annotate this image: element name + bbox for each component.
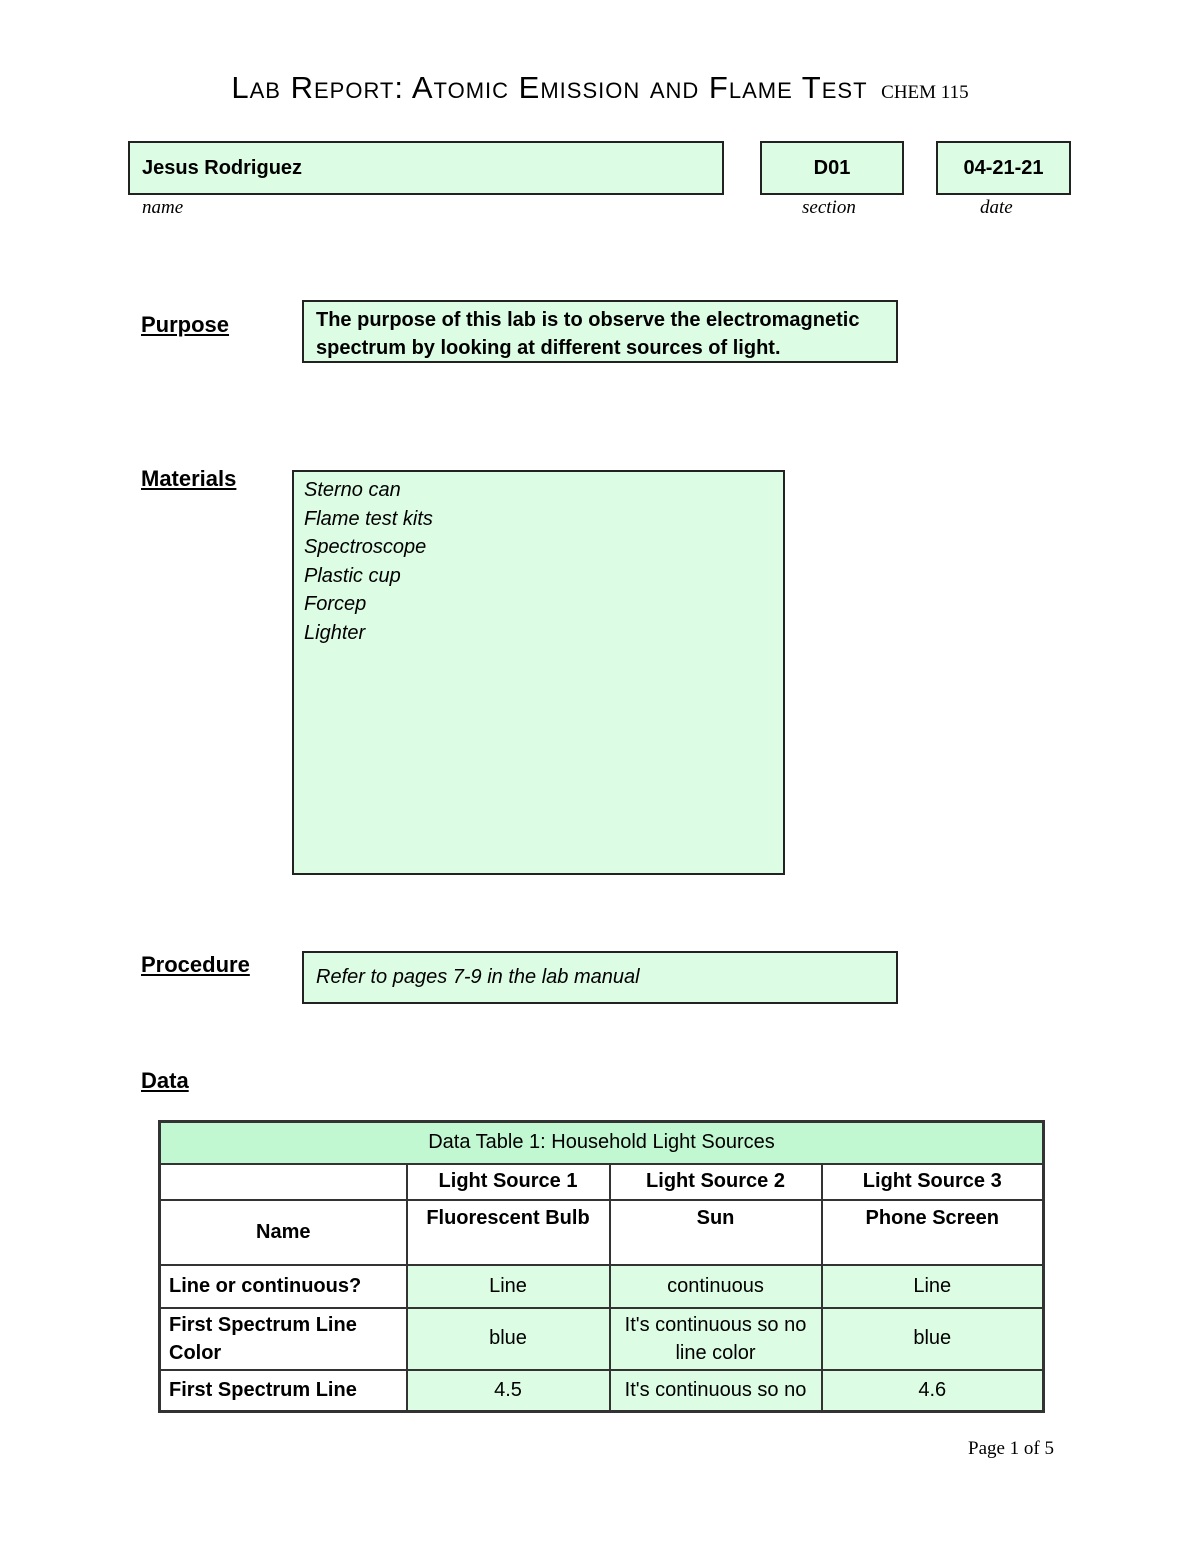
materials-heading: Materials [141, 466, 237, 491]
list-item: Plastic cup [304, 564, 401, 587]
purpose-box[interactable]: The purpose of this lab is to observe the electromagnetic spectrum by looking at different sources of light. [302, 300, 898, 363]
table-cell[interactable]: Line [407, 1265, 610, 1308]
page-title [0, 70, 1200, 106]
date-caption: date [980, 197, 1013, 218]
table-cell[interactable]: Sun [610, 1200, 822, 1265]
table-header-empty [160, 1164, 407, 1200]
table-cell[interactable]: Fluorescent Bulb [407, 1200, 610, 1265]
table-row [160, 1308, 1044, 1370]
row-label: First Spectrum Line [160, 1370, 407, 1412]
list-item: Lighter [304, 621, 366, 644]
list-item: Flame test kits [304, 507, 433, 530]
materials-box[interactable] [292, 470, 785, 875]
materials-list [294, 472, 783, 652]
table-cell[interactable]: 4.6 [822, 1370, 1044, 1412]
table-cell[interactable]: Phone Screen [822, 1200, 1044, 1265]
list-item: Forcep [304, 593, 367, 616]
table-cell[interactable]: It's continuous so no [610, 1370, 822, 1412]
table-cell[interactable]: blue [822, 1308, 1044, 1370]
table-cell[interactable]: 4.5 [407, 1370, 610, 1412]
column-header: Light Source 2 [610, 1164, 822, 1200]
section-field[interactable] [760, 141, 904, 195]
page-number: Page 1 of 5 [968, 1438, 1055, 1459]
table-cell[interactable]: blue [407, 1308, 610, 1370]
list-item: Spectroscope [304, 536, 427, 559]
purpose-heading: Purpose [141, 312, 230, 337]
date-field[interactable] [936, 141, 1071, 195]
procedure-heading: Procedure [141, 952, 250, 977]
data-table-1 [158, 1120, 1045, 1413]
column-header: Light Source 1 [407, 1164, 610, 1200]
section-value: D01 [813, 156, 851, 179]
date-value: 04-21-21 [963, 156, 1044, 179]
list-item: Sterno can [304, 479, 401, 501]
section-caption: section [802, 197, 856, 218]
row-label: First Spectrum Line Color [160, 1308, 407, 1370]
table-cell[interactable]: continuous [610, 1265, 822, 1308]
name-field[interactable] [128, 141, 724, 195]
row-label: Line or continuous? [160, 1265, 407, 1308]
data-heading: Data [141, 1068, 189, 1093]
name-value: Jesus Rodriguez [142, 156, 303, 179]
table-cell[interactable]: It's continuous so no line color [610, 1308, 822, 1370]
column-header: Light Source 3 [822, 1164, 1044, 1200]
name-caption: name [142, 197, 184, 218]
report-title: Lab Report: Atomic Emission and Flame Test [231, 70, 868, 105]
table-cell[interactable]: Line [822, 1265, 1044, 1308]
row-label: Name [160, 1200, 407, 1265]
table-row [160, 1370, 1044, 1412]
table-title: Data Table 1: Household Light Sources [160, 1122, 1044, 1164]
table-row [160, 1200, 1044, 1265]
procedure-box[interactable]: Refer to pages 7-9 in the lab manual [302, 951, 898, 1004]
course-code: CHEM 115 [881, 82, 969, 103]
table-row [160, 1265, 1044, 1308]
